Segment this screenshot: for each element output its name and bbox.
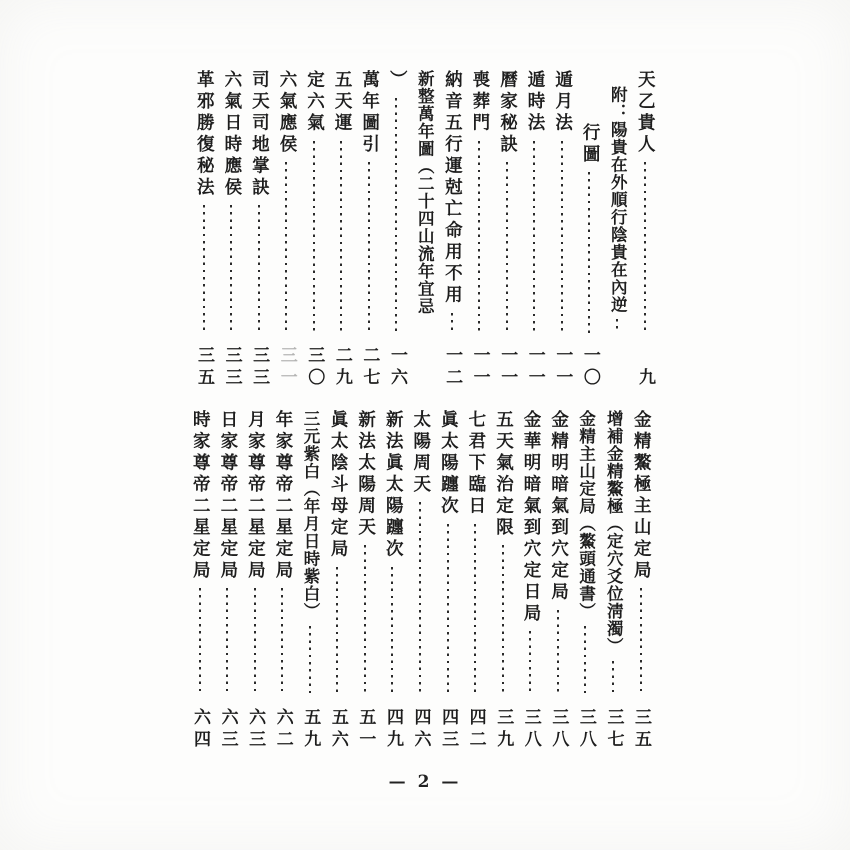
toc-entry <box>411 70 438 390</box>
page-number-slot <box>522 700 539 752</box>
toc-entry-title: 六氣應侯 <box>276 70 297 156</box>
dot-leader <box>451 313 453 334</box>
page-number-slot <box>577 700 594 752</box>
toc-entry <box>241 410 268 752</box>
page-number-slot <box>249 338 270 390</box>
toc-entry-title: 革邪勝復秘法 <box>194 70 215 199</box>
toc-entry-page: 六三 <box>217 708 238 752</box>
toc-entry-title: 新法太陽周天 <box>355 410 376 539</box>
dot-leader <box>368 162 370 333</box>
toc-entry <box>214 410 241 752</box>
toc-entry-title: 喪葬門 <box>469 70 490 135</box>
toc-entry-title: 七君下臨日 <box>465 410 486 518</box>
toc-entry-page: 一一 <box>469 346 490 390</box>
toc-entry-title: 行圖 <box>580 122 601 166</box>
page-number-slot <box>384 700 401 752</box>
toc-entry <box>603 70 630 390</box>
page-number-slot <box>526 338 543 390</box>
toc-entry-page: 三三 <box>221 346 242 390</box>
toc-entry <box>300 70 327 390</box>
toc-entry-page: 四六 <box>410 708 431 752</box>
page-number-slot <box>632 700 649 752</box>
toc-entry-page: 二七 <box>359 346 380 390</box>
dot-leader <box>258 205 260 333</box>
page-number-slot <box>497 338 518 390</box>
toc-entry-page: 五九 <box>300 708 321 752</box>
page-number-slot <box>471 338 488 390</box>
page-number-slot <box>467 700 484 752</box>
page-number-slot <box>552 338 573 390</box>
toc-entry <box>273 70 300 390</box>
toc-entry-title: 萬年圖引 <box>359 70 380 156</box>
page-number-slot <box>245 700 266 752</box>
toc-entry-title: 月家尊帝二星定局 <box>245 410 266 582</box>
toc-entry <box>351 410 378 752</box>
dot-leader <box>340 141 342 334</box>
dot-leader <box>616 319 618 333</box>
toc-entry-page: 九 <box>635 368 655 390</box>
toc-entry-page: 三一 <box>276 346 297 390</box>
toc-entry-title: 曆家秘訣 <box>497 70 518 156</box>
dot-leader <box>226 588 228 695</box>
toc-entry-page: 一六 <box>386 346 407 390</box>
dot-leader <box>478 141 480 334</box>
dot-leader <box>391 567 393 696</box>
toc-entry-page: 六二 <box>272 708 293 752</box>
dot-leader <box>584 626 586 695</box>
dot-leader <box>254 588 256 695</box>
toc-entry-title: 金精主山定局（鰲頭通書） <box>576 410 596 620</box>
dot-leader <box>612 661 614 695</box>
toc-entry <box>631 70 658 390</box>
dot-leader <box>561 141 563 334</box>
page-number-slot <box>278 338 295 390</box>
page-number-slot <box>359 338 380 390</box>
toc-entry-page: 六四 <box>190 708 210 752</box>
page-number-slot <box>355 700 376 752</box>
toc-entry-title: 年家尊帝二星定局 <box>272 410 293 582</box>
dot-leader <box>533 141 535 334</box>
toc-entry-page: 一二 <box>442 346 463 390</box>
toc-entry-title: 金華明暗氣到穴定日局 <box>521 410 541 625</box>
toc-entry-title: 天乙貴人 <box>635 70 656 156</box>
toc-entry-title: 時家尊帝二星定局 <box>190 410 211 582</box>
toc-entry-title: 增補金精鰲極（定穴爻位淸濁） <box>604 410 624 655</box>
toc-entry <box>355 70 382 390</box>
toc-entry-page: 一〇 <box>579 346 600 390</box>
toc-entry <box>489 410 516 752</box>
toc-entry <box>245 70 272 390</box>
toc-entry <box>190 70 217 390</box>
toc-entry-page: 三七 <box>603 708 624 752</box>
dot-leader <box>506 162 508 333</box>
toc-entry-page: 一一 <box>497 346 518 390</box>
toc-entry-page: 五一 <box>355 708 376 752</box>
toc-entry <box>548 70 575 390</box>
dot-leader <box>230 205 232 333</box>
toc-entry <box>296 410 323 752</box>
toc-entry-page: 四三 <box>438 708 459 752</box>
toc-entry-title: 眞太陽躔次 <box>438 410 459 518</box>
dot-leader <box>199 588 201 695</box>
dot-leader <box>336 567 338 696</box>
page-number-slot <box>195 338 212 390</box>
page-number-slot <box>333 338 350 390</box>
dot-leader <box>557 610 559 696</box>
page-number-slot <box>329 700 346 752</box>
toc-entry-title: 日家尊帝二星定局 <box>217 410 238 582</box>
page-number-slot <box>548 700 569 752</box>
toc-entry-title: 太陽周天 <box>410 410 431 496</box>
toc-entry-page: 一一 <box>524 346 545 390</box>
toc-entry <box>438 70 465 390</box>
toc-entry <box>576 70 603 390</box>
dot-leader <box>644 162 646 333</box>
page-number-slot <box>304 338 325 390</box>
toc-entry-title: 附：陽貴在外順行陰貴在內逆 <box>608 85 628 314</box>
page-number-slot <box>412 700 429 752</box>
toc-entry-title: 遁時法 <box>525 70 545 135</box>
toc-entry <box>434 410 461 752</box>
dot-leader <box>640 588 642 695</box>
toc-entry-page: 三〇 <box>304 346 325 390</box>
toc-entry <box>544 410 571 752</box>
toc-entry-title: 金精鰲極主山定局 <box>631 410 652 582</box>
toc-entry <box>521 70 548 390</box>
toc-entry-page: 三八 <box>548 708 569 752</box>
toc-entry-page: 六三 <box>245 708 266 752</box>
dot-leader <box>285 162 287 333</box>
toc-entry <box>328 70 355 390</box>
toc-section-bottom <box>186 410 654 752</box>
toc-section-top <box>190 70 658 390</box>
toc-entry-title: 遁月法 <box>552 70 573 135</box>
toc-entry-title: 五天氣治定限 <box>493 410 514 539</box>
toc-entry <box>572 410 599 752</box>
dot-leader <box>502 545 504 695</box>
page-number-slot <box>603 700 624 752</box>
page-number-slot <box>223 338 240 390</box>
toc-entry-page: 三五 <box>194 346 214 390</box>
toc-entry <box>599 410 626 752</box>
dot-leader <box>529 631 531 695</box>
dot-leader <box>395 98 397 334</box>
toc-entry-page: 四九 <box>382 708 403 752</box>
toc-entry <box>466 70 493 390</box>
toc-entry <box>383 70 410 390</box>
toc-entry-title: 金精明暗氣到穴定局 <box>548 410 569 604</box>
dot-leader <box>281 588 283 695</box>
toc-entry <box>379 410 406 752</box>
indent-spacer <box>589 70 590 123</box>
toc-entry <box>269 410 296 752</box>
page-number-slot <box>493 700 514 752</box>
dot-leader <box>419 502 421 695</box>
dot-leader <box>309 626 311 695</box>
toc-entry-title: ） <box>387 70 408 92</box>
page-number-slot <box>300 700 321 752</box>
toc-entry-page: 一一 <box>552 346 573 390</box>
dot-leader <box>588 172 590 334</box>
toc-entry-page: 三九 <box>493 708 514 752</box>
page-number-slot <box>636 338 653 390</box>
dot-leader <box>203 205 205 333</box>
indent-spacer <box>616 70 617 86</box>
page-number-slot <box>442 338 463 390</box>
toc-entry <box>517 410 544 752</box>
toc-entry-page: 五六 <box>327 708 348 752</box>
page-number: — 2 — <box>388 772 462 792</box>
dot-leader <box>474 524 476 696</box>
toc-entry-title: 納音五行運尅亡命用不用 <box>442 70 463 307</box>
toc-entry <box>462 410 489 752</box>
page-number-slot <box>581 338 598 390</box>
toc-entry-page: 二九 <box>331 346 352 390</box>
toc-entry-title: 六氣日時應侯 <box>221 70 242 199</box>
toc-entry-page: 三八 <box>520 708 541 752</box>
page-number-slot <box>274 700 291 752</box>
toc-entry-page: 三三 <box>249 346 270 390</box>
dot-leader <box>364 545 366 695</box>
toc-entry-title: 五天運 <box>332 70 353 135</box>
toc-entry-title: 定六氣 <box>304 70 325 135</box>
toc-entry <box>627 410 654 752</box>
toc-entry-title: 新法眞太陽躔次 <box>383 410 404 561</box>
page-number-slot <box>438 700 459 752</box>
toc-entry <box>407 410 434 752</box>
toc-entry-title: 司天司地掌訣 <box>249 70 270 199</box>
toc-entry <box>186 410 213 752</box>
toc-entry-title: 眞太陰斗母定局 <box>328 410 349 561</box>
toc-entry <box>218 70 245 390</box>
dot-leader <box>313 141 315 334</box>
toc-entry <box>493 70 520 390</box>
toc-entry <box>324 410 351 752</box>
page-number-slot <box>191 700 208 752</box>
toc-entry-title: 三元紫白（年月日時紫白） <box>301 410 320 620</box>
toc-entry-page: 四二 <box>465 708 486 752</box>
page-number-slot <box>219 700 236 752</box>
toc-entry-title: 新整萬年圖（二十四山流年宜忌 <box>415 70 435 315</box>
toc-entry-page: 三八 <box>575 708 596 752</box>
page-number-slot <box>388 338 405 390</box>
toc-entry-page: 三五 <box>631 708 651 752</box>
dot-leader <box>447 524 449 696</box>
